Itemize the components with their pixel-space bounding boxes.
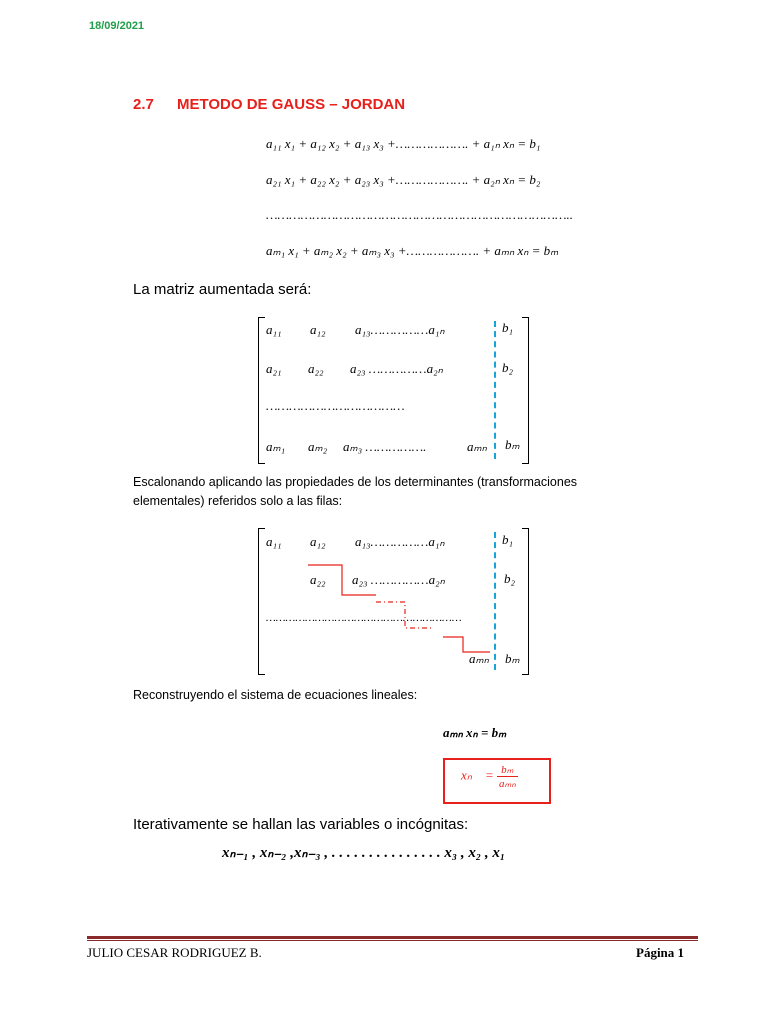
m2-a22: a₂₂ <box>310 572 326 587</box>
solution-denominator: aₘₙ <box>498 778 516 790</box>
matrix1-left-bracket <box>258 317 265 464</box>
equation-row-2: a₂₁ x₁ + a₂₂ x₂ + a₂₃ x₃ +………………. + a₂ₙ xₙ = b₂ <box>266 172 541 187</box>
m1-b1: b₁ <box>502 320 514 335</box>
m2-bm: bₘ <box>505 651 520 666</box>
footer-page-number: Página 1 <box>636 945 685 960</box>
solution-equals: = <box>484 767 494 783</box>
iterative-sequence: xₙ₋₁ , xₙ₋₂ ,xₙ₋₃ , . . . . . . . . . . . . . . . x₃ , x₂ , x₁ <box>222 845 506 861</box>
footer-author: JULIO CESAR RODRIGUEZ B. <box>87 945 262 960</box>
solution-numerator: bₘ <box>497 763 518 777</box>
m1-a13-a1n: a₁₃……………a₁ₙ <box>355 322 445 337</box>
solution-fraction <box>497 763 518 790</box>
solution-lhs: xₙ <box>461 767 472 783</box>
m1-b2: b₂ <box>502 360 514 375</box>
footer-rule <box>87 936 698 939</box>
m2-a23-a2n: a₂₃ ……………a₂ₙ <box>352 572 445 587</box>
m1-a22: a₂₂ <box>308 361 324 376</box>
m1-a11: a₁₁ <box>266 322 282 337</box>
m1-dots-row: ……………………………… <box>266 398 405 413</box>
augmented-matrix-label: La matriz aumentada será: <box>133 281 312 298</box>
m2-a11: a₁₁ <box>266 534 282 549</box>
m1-am1: aₘ₁ <box>266 439 286 454</box>
matrix1-right-bracket <box>522 317 529 464</box>
m2-a13-a1n: a₁₃……………a₁ₙ <box>355 534 445 549</box>
equation-dots-row: …………………………………………………………………….. <box>266 207 574 222</box>
matrix1-augment-divider <box>494 321 496 459</box>
matrix2-right-bracket <box>522 528 529 675</box>
m2-amn: aₘₙ <box>469 651 489 666</box>
m1-a21: a₂₁ <box>266 361 282 376</box>
section-title: METODO DE GAUSS – JORDAN <box>177 96 406 113</box>
m1-a23-a2n: a₂₃ ……………a₂ₙ <box>350 361 443 376</box>
section-number: 2.7 <box>133 96 154 113</box>
reconstruyendo-label: Reconstruyendo el sistema de ecuaciones lineales: <box>133 688 418 702</box>
m2-b2: b₂ <box>504 571 516 586</box>
footer-rule-thin <box>87 940 698 941</box>
m1-bm: bₘ <box>505 437 520 452</box>
m2-dots-row: …………………………………………………… <box>266 612 462 624</box>
m1-am3: aₘ₃ ……………. <box>343 439 427 454</box>
document-date: 18/09/2021 <box>89 20 145 32</box>
last-equation: aₘₙ xₙ = bₘ <box>443 725 507 740</box>
m1-a12: a₁₂ <box>310 322 326 337</box>
matrix2-left-bracket <box>258 528 265 675</box>
echelon-staircase-lines <box>300 560 500 660</box>
equation-row-1: a₁₁ x₁ + a₁₂ x₂ + a₁₃ x₃ +………………. + a₁ₙ xₙ = b₁ <box>266 136 541 151</box>
m1-am2: aₘ₂ <box>308 439 328 454</box>
iterative-label: Iterativamente se hallan las variables o incógnitas: <box>133 816 469 833</box>
equation-row-m: aₘ₁ x₁ + aₘ₂ x₂ + aₘ₃ x₃ +………………. + aₘₙ xₙ = bₘ <box>266 243 559 258</box>
m2-a12: a₁₂ <box>310 534 326 549</box>
m2-b1: b₁ <box>502 532 514 547</box>
m1-amn: aₘₙ <box>467 439 487 454</box>
section-heading <box>133 96 405 113</box>
escalonando-paragraph: Escalonando aplicando las propiedades de los determinantes (transformaciones elementales) referidos solo a las filas: <box>133 475 578 508</box>
solution-formula <box>461 763 518 790</box>
